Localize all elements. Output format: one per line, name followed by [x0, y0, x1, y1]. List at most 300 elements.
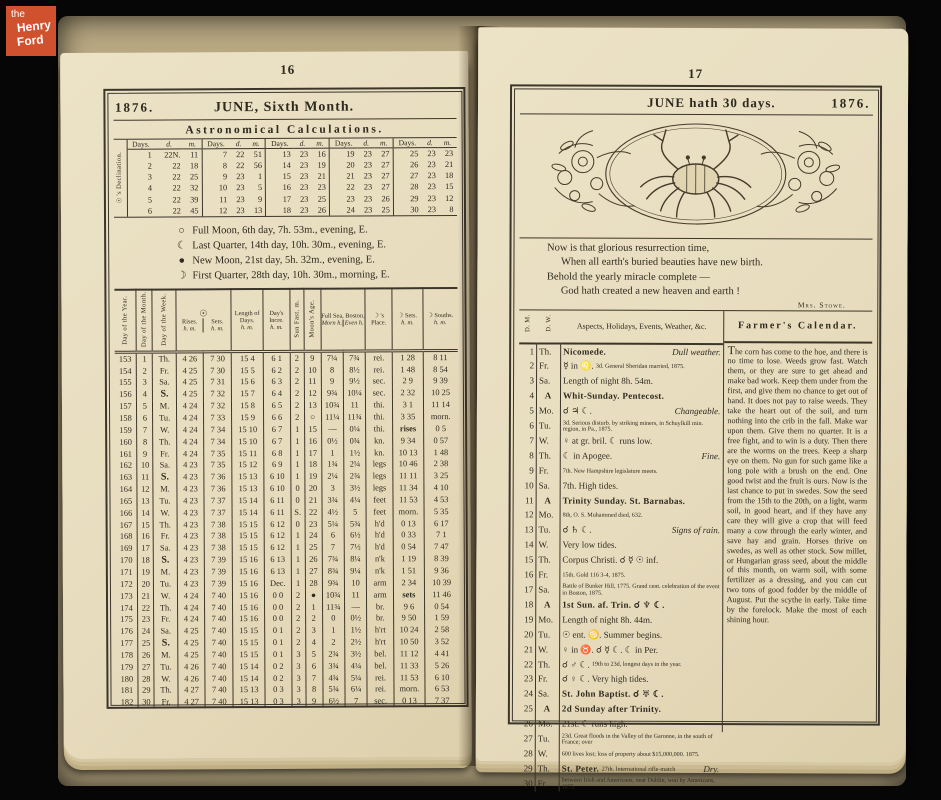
cell: 7 40 [205, 661, 233, 673]
cell: 172 [120, 579, 133, 589]
header-sun-rises-sets: ☉ Rises. Sets. h. m. h. m. [176, 289, 232, 351]
cell: 26 [305, 554, 322, 566]
cell: 15 14 [233, 661, 265, 673]
astro-col-label: Days. [265, 138, 293, 148]
cell: 4 25 [176, 389, 204, 401]
day-of-month: 1 [529, 345, 535, 356]
cell: Fr. [153, 365, 176, 377]
cell: 174 [120, 603, 133, 613]
cell: 15 15 [233, 637, 265, 649]
aspect-cell [560, 493, 722, 508]
day-of-month: 3 [529, 375, 535, 386]
aspect-cell [560, 463, 722, 478]
header-day-of-week-right: D. W. [537, 310, 561, 343]
day-of-week: Mo. [536, 508, 560, 523]
cell: 1½ [345, 625, 367, 637]
event-row [518, 567, 722, 583]
crab-icon [531, 115, 861, 232]
event-note: between Irish and Americans, near Dublin, won by Americans, 1875. [561, 777, 715, 791]
cell: 7 40 [205, 696, 233, 708]
cell: 179 [120, 662, 134, 672]
aspect-cell [560, 508, 722, 523]
cell: 2 [290, 412, 304, 424]
cell: 1 51 [393, 565, 424, 577]
event-text: Length of night 8h. 54m. [563, 375, 654, 387]
cell: 169 [119, 543, 133, 554]
cell: 7 32 [204, 389, 232, 401]
aspect-cell [560, 568, 722, 583]
cell: 15 13 [232, 471, 264, 483]
cell: Fr. [153, 531, 176, 543]
cell: 155 [118, 378, 132, 388]
cell: 27 [381, 160, 390, 170]
cell: 26 [138, 649, 154, 661]
cell: 11 34 [393, 482, 424, 494]
cell: 15 12 [232, 459, 264, 471]
cell: M. [154, 649, 177, 661]
astro-col-label: m. [375, 138, 393, 148]
cell: 23 [299, 149, 309, 159]
cell: 2 [147, 161, 152, 171]
cell: sets [393, 589, 424, 601]
event-row [518, 389, 722, 405]
event-text: Very low tides. [562, 539, 617, 551]
cell: 4 [137, 389, 153, 401]
weather-forecast: Dry. [703, 763, 720, 774]
cell: 11¼ [321, 412, 343, 424]
cell: 4 25 [178, 649, 206, 661]
header-moons-age: Moon's Age. [303, 289, 320, 351]
cell: 15 16 [233, 613, 265, 625]
cell: 28 [393, 182, 421, 193]
moon-phase-icon: ☾ [176, 240, 187, 252]
cell: 13 [265, 148, 293, 160]
day-of-week: A [536, 597, 560, 612]
cell: sec. [366, 388, 393, 400]
cell: 7 47 [424, 541, 458, 553]
cell: 1 [137, 352, 153, 365]
cell: 30 [393, 204, 421, 215]
cell: 7 [322, 542, 344, 554]
crab-body [641, 129, 751, 216]
cell: 3 [321, 483, 343, 495]
cell: 10¼ [343, 388, 365, 400]
header-day-of-year: Day of the Year. [114, 290, 137, 352]
cell: h'd [366, 530, 393, 542]
weather-forecast: Changeable. [674, 406, 721, 417]
cell: 7 1 [424, 529, 458, 541]
cell: 23 [427, 182, 436, 192]
cell: 27 [381, 182, 390, 192]
event-row [517, 761, 721, 777]
aspect-cell [560, 642, 722, 657]
cell: sec. [367, 696, 394, 708]
cell: 4 10 [424, 482, 458, 494]
cell: 159 [119, 425, 132, 435]
cell: 1¾ [321, 459, 343, 471]
cell: 180 [120, 674, 134, 684]
cell: 18 [304, 459, 321, 471]
cell: 25 [138, 638, 154, 650]
cell: 23 [363, 160, 373, 170]
cell: thi. [366, 400, 393, 412]
cell: Th. [153, 352, 176, 365]
cell: 7 39 [205, 566, 233, 578]
cell: 21 [305, 495, 322, 507]
cell: Fr. [153, 448, 176, 460]
aspect-cell [559, 702, 721, 717]
cell: 3 [292, 684, 306, 696]
cell: 28 [138, 673, 154, 685]
event-note: 19th to 23d, longest days in the year. [591, 661, 682, 669]
day-of-week: Tu. [536, 418, 560, 433]
cell: 17 [304, 447, 321, 459]
day-of-month: 10 [524, 480, 534, 491]
cell: 14 [265, 160, 293, 171]
cell: 6½ [344, 530, 366, 542]
cell: 2 [290, 376, 304, 388]
header-length-of-days: Length of Days. h. m. [231, 289, 263, 351]
event-row [518, 582, 722, 598]
day-of-week: Sa. [536, 478, 560, 493]
day-of-week: Fr. [536, 463, 560, 478]
cell: 167 [119, 520, 133, 530]
cell: 0 [291, 518, 305, 530]
cell: ○ [304, 412, 321, 424]
cell: 23 [236, 194, 245, 204]
aspect-cell [559, 672, 721, 687]
aspect-cell [560, 404, 722, 419]
logo-henry: Henry [16, 17, 52, 35]
cell: 22N. [164, 149, 181, 160]
event-row [518, 418, 722, 434]
cell: ● [305, 589, 322, 601]
cell: 18 [266, 205, 294, 216]
cell: Fr. [154, 697, 177, 709]
cell: 15 13 [233, 684, 265, 696]
cell: 6 [147, 206, 153, 216]
day-of-week: Fr. [535, 672, 559, 687]
cell: 7 30 [204, 365, 232, 377]
cell: 45 [190, 206, 199, 216]
cell: 6 11 [264, 495, 291, 507]
cell: 7 [345, 696, 367, 708]
day-of-month: 11 [524, 494, 534, 506]
cell: 7 [305, 672, 322, 684]
cell: 20 [304, 483, 321, 495]
cell: 23 [363, 182, 373, 192]
astro-col-label: Days. [202, 139, 230, 149]
cell: 2 [291, 637, 305, 649]
cell: 22 [236, 149, 245, 159]
cell: 2 [291, 589, 305, 601]
cell: 10¾ [321, 400, 343, 412]
cell: 2¾ [322, 648, 344, 660]
day-of-week: W. [535, 746, 559, 761]
cell: 7 34 [204, 436, 232, 448]
cell: thi. [366, 411, 393, 423]
day-of-week: W. [536, 433, 560, 448]
cell: 23 [427, 205, 437, 215]
cell: 162 [119, 461, 133, 471]
cell: 7 [137, 424, 153, 436]
astro-heading: Astronomical Calculations. [185, 122, 384, 136]
day-of-month: 8 [529, 450, 534, 461]
day-of-month: 4 [529, 390, 535, 401]
cell: 23 [427, 171, 436, 181]
cell: 0 54 [393, 541, 424, 553]
weather-forecast: Dull weather. [672, 346, 721, 357]
cell: 7 37 [425, 695, 459, 707]
cell: 3 [147, 172, 152, 182]
day-of-month: 6 [529, 420, 534, 431]
cell: 2¼ [321, 471, 343, 483]
cell: 4 26 [178, 673, 206, 685]
cell: 0 0 [265, 590, 292, 602]
cell: 23 [444, 148, 454, 158]
cell: 3 [292, 661, 306, 673]
cell: 15 15 [232, 542, 264, 554]
day-of-month: 19 [524, 614, 534, 625]
cell: 0 13 [394, 695, 425, 707]
event-row [518, 657, 722, 673]
cell: 5 [257, 183, 263, 193]
declination-table [127, 138, 456, 218]
cell: 20 [138, 578, 154, 590]
cell: 4 25 [177, 626, 205, 638]
cell: 21 [329, 171, 357, 182]
day-of-week: Th. [537, 343, 561, 359]
cell: 24 [138, 626, 154, 638]
cell: 23 [236, 206, 245, 216]
event-text: Trinity Sunday. St. Barnabas. [562, 495, 686, 506]
astro-col-label: Days. [127, 139, 155, 149]
day-of-month: 30 [523, 778, 533, 789]
header-moon-sets: ☽ Sets. h. m. [392, 288, 423, 350]
cell: 15 8 [232, 400, 264, 412]
cell: 1 19 [393, 553, 424, 565]
cell: 11 53 [394, 672, 425, 684]
day-of-week: Sa. [536, 582, 560, 597]
aspect-cell [559, 687, 721, 702]
cell: 23 [363, 171, 373, 181]
cell: Sa. [153, 377, 176, 389]
cell: 22 [172, 172, 181, 182]
event-text: ☌ ♂ ☾. [562, 659, 592, 670]
moon-phase-icon: ☽ [177, 270, 187, 282]
cell: 0 54 [424, 601, 458, 613]
cell: 6 11 [264, 507, 291, 519]
cell: W. [154, 673, 177, 685]
cell: 1 [322, 625, 344, 637]
cell: Tu. [154, 578, 177, 590]
cell: 8 [137, 436, 153, 448]
event-note: 15th. Gold 116 3-4, 1875. [562, 572, 626, 579]
cell: 1 [291, 530, 305, 542]
cell: 1 28 [392, 350, 423, 364]
astro-col-label: d. [155, 139, 184, 149]
cell: 2 32 [392, 388, 423, 400]
cell: 5¼ [322, 518, 344, 530]
aspect-cell [560, 433, 722, 448]
cell: 4 25 [176, 365, 204, 377]
cell: 23 [317, 183, 326, 193]
aspect-cell [560, 538, 722, 553]
cell: 0 1 [265, 649, 292, 661]
cell: rei. [367, 672, 394, 684]
cell: morn. [423, 411, 457, 423]
event-row [518, 433, 722, 449]
cell: 7½ [344, 542, 366, 554]
cell: Th. [154, 602, 177, 614]
cell: 7 [202, 148, 230, 160]
cell: M. [153, 401, 176, 413]
cell: 0 [322, 613, 344, 625]
day-of-month: 26 [523, 718, 533, 729]
cell: 10 25 [423, 387, 457, 399]
cell: 15 16 [232, 566, 264, 578]
logo-the: the [11, 9, 25, 20]
day-of-week: Th. [536, 657, 560, 672]
cell: 1 [291, 542, 305, 554]
cell: 175 [120, 615, 133, 625]
cell: 7 40 [205, 673, 233, 685]
event-text: St. John Baptist. ☌ ♅ ☾. [561, 688, 664, 700]
cell: 15 16 [233, 578, 265, 590]
cell: 2 38 [424, 458, 458, 470]
day-of-month: 21 [524, 644, 534, 655]
cell: 1 [291, 554, 305, 566]
cell: 15 [445, 182, 454, 192]
declination-table-wrap [113, 137, 456, 219]
cell: 4 27 [178, 697, 206, 709]
day-of-week: Fr. [537, 359, 561, 374]
cell: 11 [304, 376, 321, 388]
cell: 7 40 [205, 649, 233, 661]
event-text: ♀ at gr. bril. ☾ runs low. [562, 435, 653, 446]
cell: 7 37 [204, 495, 232, 507]
cell: 1 [290, 447, 304, 459]
day-of-week: A [536, 493, 560, 508]
cell: 22 [172, 206, 181, 216]
henry-ford-logo [6, 6, 56, 56]
cell: 19 [317, 160, 326, 170]
cell: 23 [236, 183, 245, 193]
logo-ford: Ford [16, 32, 45, 49]
cell: 18 [444, 171, 454, 181]
cell: 24 [330, 205, 358, 216]
event-text: St. Peter. [561, 763, 602, 774]
cell: 1 48 [424, 447, 458, 459]
cell: 8 54 [423, 364, 457, 376]
cell: 11 12 [394, 648, 425, 660]
cell: sec. [366, 376, 393, 388]
cell: 4¾ [322, 672, 344, 684]
cell: 4 24 [177, 590, 205, 602]
event-row [518, 493, 722, 509]
event-row [517, 702, 721, 718]
day-of-week: Tu. [536, 627, 560, 642]
cell: 1 [290, 436, 304, 448]
day-of-week: Th. [536, 448, 560, 463]
cell: 27 [381, 171, 390, 181]
header-sun-fast: Sun Fast. m. [290, 289, 304, 351]
day-of-week: Sa. [535, 687, 559, 702]
cell: 39 [190, 195, 199, 205]
cell: 3 [292, 672, 306, 684]
cell: 15 6 [231, 376, 263, 388]
event-text: Nicomede. [563, 346, 607, 357]
cell: 29 [393, 193, 421, 204]
cell: 2¼ [344, 459, 366, 471]
cell: 10 [202, 183, 230, 194]
cell: 5¾ [323, 684, 345, 696]
cell: 1½ [344, 447, 366, 459]
cell: 2 [290, 364, 304, 376]
cell: 7 33 [204, 412, 232, 424]
cell: 6 1 [263, 351, 290, 364]
cell: M. [153, 484, 176, 496]
cell: 1 [305, 601, 322, 613]
event-text: ☌ ♄ ☾. [562, 524, 592, 536]
astro-col-label: m. [439, 138, 457, 148]
astro-col-label: Days. [393, 138, 421, 148]
cell: 20 [329, 159, 357, 170]
cell: 0 3 [265, 684, 292, 696]
cell: 1 [147, 150, 152, 160]
day-of-month: 22 [524, 658, 534, 669]
cell: 1 [257, 172, 263, 182]
cell: 2 9 [392, 376, 423, 388]
aspect-cell [559, 761, 721, 776]
page-number-right: 17 [688, 65, 704, 82]
cell: 2 [290, 351, 304, 364]
cell: 168 [119, 532, 133, 542]
event-row [517, 731, 721, 747]
cell: 22 [305, 506, 322, 518]
moon-phase-line: ○ Full Moon, 6th day, 7h. 53m., evening, E. [174, 222, 457, 238]
cell: 21 [444, 159, 454, 169]
month-days-title: JUNE hath 30 days. [647, 94, 776, 110]
cell: 15 14 [232, 507, 264, 519]
cell: 6 53 [425, 683, 459, 695]
event-row [518, 478, 722, 494]
cell: 26 [317, 205, 327, 215]
header-full-sea: Full Sea, Boston. Morn h. Even h. [320, 289, 365, 351]
cell: 1 59 [424, 612, 458, 624]
farmers-calendar-heading: Farmer's Calendar. [724, 311, 872, 344]
cell: 56 [253, 160, 263, 170]
moon-phase-icon: ○ [178, 225, 185, 237]
cell: arm [367, 589, 394, 601]
cell: 25 [189, 172, 199, 182]
cell: 29 [138, 685, 154, 697]
cell: 5¾ [344, 518, 366, 530]
day-of-month: 18 [524, 599, 534, 610]
cell: 4 23 [177, 495, 205, 507]
cell: Th. [154, 685, 177, 697]
cell: n'k [367, 565, 394, 577]
right-page-header [519, 93, 872, 115]
cell: 9 6 [393, 601, 424, 613]
cell: 17 [138, 543, 154, 555]
day-of-month: 29 [523, 763, 533, 774]
cell: rei. [367, 684, 394, 696]
cell: W. [153, 507, 176, 519]
cell: 0 57 [423, 435, 457, 447]
poem-attribution: Mrs. Stowe. [797, 299, 846, 310]
cell: 11 [202, 194, 230, 205]
